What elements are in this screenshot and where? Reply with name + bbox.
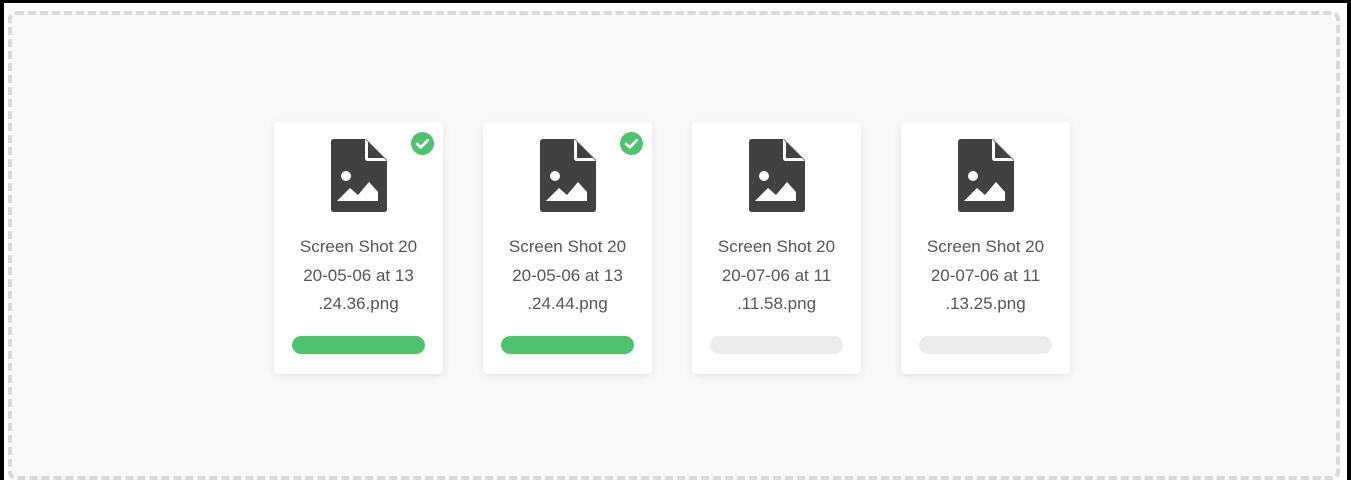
file-name [491,233,644,319]
file-card[interactable] [274,122,443,374]
file-name-line: 20-05-06 at 13 [303,265,414,285]
upload-progress-bar [710,336,843,354]
file-name-line: Screen Shot 20 [299,237,418,256]
file-name-line: .13.25.png [945,294,1026,313]
upload-progress-fill [501,336,634,354]
file-name-line: Screen Shot 20 [717,237,836,256]
file-name-line: .24.44.png [527,294,608,313]
file-name [700,233,853,319]
file-card[interactable] [483,122,652,374]
upload-progress-fill [292,336,425,354]
file-name [282,233,435,319]
check-circle-icon [620,132,643,155]
app-frame [4,3,1347,480]
upload-progress-bar [292,336,425,354]
file-name-line: .11.58.png [736,294,817,313]
file-name-line: .24.36.png [318,294,399,313]
image-file-icon [540,139,596,212]
file-name-line: Screen Shot 20 [508,237,627,256]
file-name-line: 20-07-06 at 11 [721,265,832,285]
file-card[interactable] [901,122,1070,374]
file-list [274,122,1094,374]
upload-progress-bar [501,336,634,354]
file-name-line: 20-07-06 at 11 [930,265,1041,285]
upload-progress-bar [919,336,1052,354]
image-file-icon [749,139,805,212]
image-file-icon [958,139,1014,212]
file-name [909,233,1062,319]
check-circle-icon [411,132,434,155]
file-card[interactable] [692,122,861,374]
file-dropzone[interactable] [8,11,1340,480]
file-name-line: 20-05-06 at 13 [512,265,623,285]
image-file-icon [331,139,387,212]
file-name-line: Screen Shot 20 [926,237,1045,256]
